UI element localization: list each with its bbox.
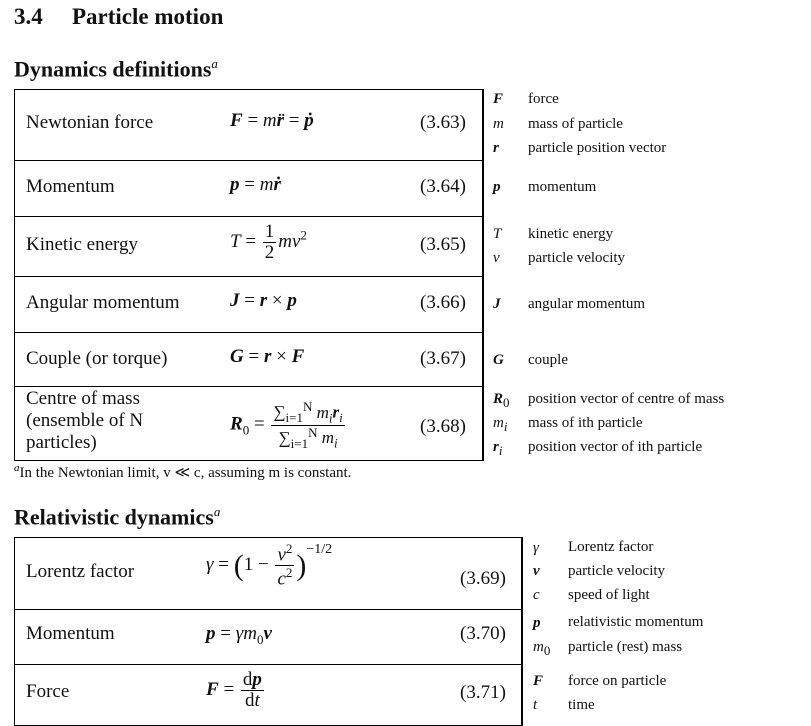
dynamics-row-divider	[14, 332, 483, 333]
row-name-angular-momentum: Angular momentum	[26, 292, 180, 313]
row-name-momentum: Momentum	[26, 176, 115, 197]
relativistic-symbol-divider	[522, 537, 523, 726]
equation-kinetic-energy: T = $\frac{1}{2}$ $mv^2$	[230, 221, 307, 263]
symbol: G	[493, 352, 504, 368]
equation-lorentz-factor: γ = (1 − $\frac{v^2}{c^2}$ )$^{-1/2}$	[206, 541, 333, 590]
row-name-newtonian-force: Newtonian force	[26, 112, 154, 133]
section-title: Particle motion	[72, 4, 224, 29]
relativistic-row-divider	[14, 609, 522, 610]
symbol-description: particle velocity	[568, 563, 666, 579]
relativistic-title-text: Relativistic dynamics	[14, 504, 214, 530]
row-name-couple: Couple (or torque)	[26, 348, 168, 369]
symbol: v	[493, 250, 500, 266]
name-line: (ensemble of N	[26, 410, 144, 431]
name-line: Centre of mass	[26, 388, 140, 409]
symbol: p	[533, 615, 541, 631]
equation-number: (3.70)	[460, 623, 506, 644]
symbol: $r_i$	[493, 439, 503, 458]
dynamics-row-divider	[14, 386, 483, 387]
equation-number: (3.68)	[420, 416, 466, 437]
section-number: 3.4	[14, 4, 43, 29]
equation-number: (3.63)	[420, 112, 466, 133]
symbol: T	[493, 226, 502, 242]
symbol: $m_0$	[533, 639, 551, 658]
dynamics-row-divider	[14, 216, 483, 217]
equation-number: (3.66)	[420, 292, 466, 313]
equation-relativistic-force: F = $\frac{dp}{dt}$	[206, 669, 262, 711]
symbol-description: force on particle	[568, 673, 667, 689]
row-name-relativistic-momentum: Momentum	[26, 623, 115, 644]
equation-number: (3.65)	[420, 234, 466, 255]
equation-number: (3.64)	[420, 176, 466, 197]
dynamics-row-divider	[14, 276, 483, 277]
footnote-mark: a	[14, 462, 20, 474]
symbol-description: speed of light	[568, 587, 650, 603]
symbol-description: kinetic energy	[528, 226, 614, 242]
dynamics-title-footnote-mark: a	[211, 56, 218, 71]
equation-momentum: p = mṙ	[230, 174, 281, 195]
name-line: particles)	[26, 432, 97, 453]
symbol-description: momentum	[528, 179, 597, 195]
symbol-description: mass of particle	[528, 116, 623, 132]
symbol: t	[533, 697, 538, 713]
symbol: r	[493, 140, 499, 156]
symbol: c	[533, 587, 540, 603]
dynamics-title-text: Dynamics definitions	[14, 56, 212, 82]
equation-angular-momentum: J = r × p	[230, 290, 297, 311]
symbol-description: couple	[528, 352, 568, 368]
row-name-lorentz-factor: Lorentz factor	[26, 561, 135, 582]
symbol-description: particle position vector	[528, 140, 667, 156]
equation-couple: G = r × F	[230, 346, 305, 367]
symbol-description: particle velocity	[528, 250, 626, 266]
footnote-text: In the Newtonian limit, v ≪ c, assuming m is constant.	[19, 465, 352, 481]
symbol: F	[493, 91, 504, 107]
section-heading	[14, 4, 223, 30]
symbol-description: position vector of centre of mass	[528, 391, 725, 407]
symbol-description: force	[528, 91, 559, 107]
symbol: v	[533, 563, 540, 579]
row-name-relativistic-force: Force	[26, 681, 70, 702]
relativistic-table-title	[14, 504, 220, 530]
relativistic-title-footnote-mark: a	[213, 504, 221, 519]
symbol-description: angular momentum	[528, 296, 646, 312]
symbol-description: position vector of ith particle	[528, 439, 703, 455]
symbol-description: Lorentz factor	[568, 539, 654, 555]
dynamics-table-title	[14, 56, 218, 82]
symbol: p	[493, 179, 501, 195]
symbol-description: time	[568, 697, 595, 713]
dynamics-footnote	[14, 462, 351, 482]
symbol: J	[493, 296, 501, 312]
equation-number: (3.69)	[460, 568, 506, 589]
dynamics-row-divider	[14, 160, 483, 161]
symbol-description: mass of ith particle	[528, 415, 643, 431]
row-name-kinetic-energy: Kinetic energy	[26, 234, 139, 255]
symbol: $R_0$	[493, 391, 510, 410]
equation-newtonian-force: F = mr̈ = ṗ	[230, 110, 314, 131]
row-name-centre-of-mass	[26, 388, 143, 454]
symbol: γ	[533, 540, 539, 556]
symbol: m	[493, 116, 504, 132]
symbol-description: relativistic momentum	[568, 614, 704, 630]
symbol: F	[533, 673, 544, 689]
equation-relativistic-momentum: $p = \gamma m_0v$	[206, 623, 272, 647]
dynamics-symbol-divider	[483, 89, 484, 461]
symbol: $m_i$	[493, 415, 508, 434]
symbol-description: particle (rest) mass	[568, 639, 683, 655]
relativistic-row-divider	[14, 664, 522, 665]
equation-centre-of-mass: $R_0$ = $\frac{\sum_{i=1}^N m_ir_i}{\sum_{i=1}^N m_i}$	[230, 399, 343, 451]
equation-number: (3.67)	[420, 348, 466, 369]
equation-number: (3.71)	[460, 682, 506, 703]
